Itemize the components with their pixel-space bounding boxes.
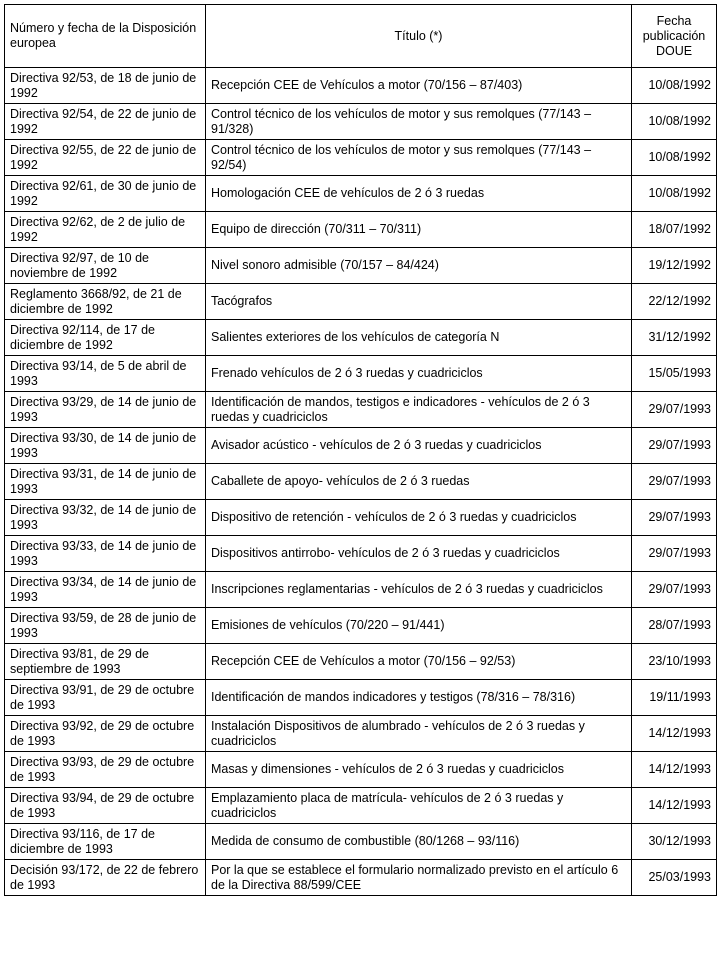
publication-date-cell: 14/12/1993 <box>632 788 717 824</box>
table-row <box>5 428 717 464</box>
title-cell: Nivel sonoro admisible (70/157 – 84/424) <box>206 248 632 284</box>
publication-date-cell: 29/07/1993 <box>632 536 717 572</box>
title-cell: Emplazamiento placa de matrícula- vehículos de 2 ó 3 ruedas y cuadriciclos <box>206 788 632 824</box>
table-row <box>5 68 717 104</box>
publication-date-cell: 28/07/1993 <box>632 608 717 644</box>
disposition-number-cell: Directiva 93/116, de 17 de diciembre de 1993 <box>5 824 206 860</box>
table-row <box>5 860 717 896</box>
disposition-number-cell: Directiva 93/34, de 14 de junio de 1993 <box>5 572 206 608</box>
table-row <box>5 536 717 572</box>
publication-date-cell: 23/10/1993 <box>632 644 717 680</box>
disposition-number-cell: Directiva 93/94, de 29 de octubre de 1993 <box>5 788 206 824</box>
title-cell: Avisador acústico - vehículos de 2 ó 3 ruedas y cuadriciclos <box>206 428 632 464</box>
title-cell: Tacógrafos <box>206 284 632 320</box>
publication-date-cell: 18/07/1992 <box>632 212 717 248</box>
title-cell: Frenado vehículos de 2 ó 3 ruedas y cuadriciclos <box>206 356 632 392</box>
header-publication-date: Fecha publicación DOUE <box>632 5 717 68</box>
disposition-number-cell: Directiva 93/81, de 29 de septiembre de 1993 <box>5 644 206 680</box>
table-row <box>5 176 717 212</box>
disposition-number-cell: Directiva 93/91, de 29 de octubre de 1993 <box>5 680 206 716</box>
table-row <box>5 212 717 248</box>
title-cell: Recepción CEE de Vehículos a motor (70/156 – 92/53) <box>206 644 632 680</box>
publication-date-cell: 14/12/1993 <box>632 752 717 788</box>
title-cell: Equipo de dirección (70/311 – 70/311) <box>206 212 632 248</box>
title-cell: Homologación CEE de vehículos de 2 ó 3 ruedas <box>206 176 632 212</box>
table-row <box>5 356 717 392</box>
table-row <box>5 140 717 176</box>
disposition-number-cell: Directiva 92/55, de 22 de junio de 1992 <box>5 140 206 176</box>
table-row <box>5 608 717 644</box>
title-cell: Identificación de mandos, testigos e indicadores - vehículos de 2 ó 3 ruedas y cuadriciclos <box>206 392 632 428</box>
table-row <box>5 680 717 716</box>
table-row <box>5 464 717 500</box>
table-row <box>5 788 717 824</box>
title-cell: Salientes exteriores de los vehículos de categoría N <box>206 320 632 356</box>
table-row <box>5 824 717 860</box>
publication-date-cell: 29/07/1993 <box>632 500 717 536</box>
title-cell: Instalación Dispositivos de alumbrado - vehículos de 2 ó 3 ruedas y cuadriciclos <box>206 716 632 752</box>
table-row <box>5 716 717 752</box>
disposition-number-cell: Directiva 93/31, de 14 de junio de 1993 <box>5 464 206 500</box>
disposition-number-cell: Directiva 93/32, de 14 de junio de 1993 <box>5 500 206 536</box>
disposition-number-cell: Directiva 93/33, de 14 de junio de 1993 <box>5 536 206 572</box>
table-header-row <box>5 5 717 68</box>
disposition-number-cell: Directiva 92/53, de 18 de junio de 1992 <box>5 68 206 104</box>
table-row <box>5 104 717 140</box>
title-cell: Dispositivo de retención - vehículos de 2 ó 3 ruedas y cuadriciclos <box>206 500 632 536</box>
publication-date-cell: 10/08/1992 <box>632 176 717 212</box>
disposition-number-cell: Decisión 93/172, de 22 de febrero de 1993 <box>5 860 206 896</box>
table-row <box>5 572 717 608</box>
disposition-number-cell: Reglamento 3668/92, de 21 de diciembre de 1992 <box>5 284 206 320</box>
disposition-number-cell: Directiva 92/61, de 30 de junio de 1992 <box>5 176 206 212</box>
table-row <box>5 392 717 428</box>
publication-date-cell: 25/03/1993 <box>632 860 717 896</box>
title-cell: Medida de consumo de combustible (80/1268 – 93/116) <box>206 824 632 860</box>
dispositions-table <box>4 4 717 896</box>
publication-date-cell: 29/07/1993 <box>632 428 717 464</box>
disposition-number-cell: Directiva 93/29, de 14 de junio de 1993 <box>5 392 206 428</box>
table-row <box>5 320 717 356</box>
publication-date-cell: 14/12/1993 <box>632 716 717 752</box>
publication-date-cell: 15/05/1993 <box>632 356 717 392</box>
publication-date-cell: 30/12/1993 <box>632 824 717 860</box>
header-number-date: Número y fecha de la Disposición europea <box>5 5 206 68</box>
publication-date-cell: 29/07/1993 <box>632 572 717 608</box>
table-row <box>5 644 717 680</box>
disposition-number-cell: Directiva 92/97, de 10 de noviembre de 1992 <box>5 248 206 284</box>
publication-date-cell: 29/07/1993 <box>632 392 717 428</box>
title-cell: Por la que se establece el formulario normalizado previsto en el artículo 6 de la Directiva 88/599/CEE <box>206 860 632 896</box>
table-row <box>5 500 717 536</box>
title-cell: Identificación de mandos indicadores y testigos (78/316 – 78/316) <box>206 680 632 716</box>
disposition-number-cell: Directiva 93/92, de 29 de octubre de 1993 <box>5 716 206 752</box>
disposition-number-cell: Directiva 93/93, de 29 de octubre de 1993 <box>5 752 206 788</box>
title-cell: Caballete de apoyo- vehículos de 2 ó 3 ruedas <box>206 464 632 500</box>
publication-date-cell: 10/08/1992 <box>632 68 717 104</box>
title-cell: Masas y dimensiones - vehículos de 2 ó 3 ruedas y cuadriciclos <box>206 752 632 788</box>
publication-date-cell: 19/11/1993 <box>632 680 717 716</box>
table-row <box>5 248 717 284</box>
title-cell: Inscripciones reglamentarias - vehículos de 2 ó 3 ruedas y cuadriciclos <box>206 572 632 608</box>
header-title: Título (*) <box>206 5 632 68</box>
publication-date-cell: 10/08/1992 <box>632 104 717 140</box>
disposition-number-cell: Directiva 92/62, de 2 de julio de 1992 <box>5 212 206 248</box>
title-cell: Dispositivos antirrobo- vehículos de 2 ó 3 ruedas y cuadriciclos <box>206 536 632 572</box>
table-row <box>5 284 717 320</box>
table-row <box>5 752 717 788</box>
publication-date-cell: 10/08/1992 <box>632 140 717 176</box>
disposition-number-cell: Directiva 92/114, de 17 de diciembre de 1992 <box>5 320 206 356</box>
title-cell: Control técnico de los vehículos de motor y sus remolques (77/143 – 91/328) <box>206 104 632 140</box>
publication-date-cell: 29/07/1993 <box>632 464 717 500</box>
publication-date-cell: 31/12/1992 <box>632 320 717 356</box>
disposition-number-cell: Directiva 93/59, de 28 de junio de 1993 <box>5 608 206 644</box>
disposition-number-cell: Directiva 93/14, de 5 de abril de 1993 <box>5 356 206 392</box>
title-cell: Recepción CEE de Vehículos a motor (70/156 – 87/403) <box>206 68 632 104</box>
publication-date-cell: 19/12/1992 <box>632 248 717 284</box>
publication-date-cell: 22/12/1992 <box>632 284 717 320</box>
title-cell: Control técnico de los vehículos de motor y sus remolques (77/143 – 92/54) <box>206 140 632 176</box>
disposition-number-cell: Directiva 92/54, de 22 de junio de 1992 <box>5 104 206 140</box>
disposition-number-cell: Directiva 93/30, de 14 de junio de 1993 <box>5 428 206 464</box>
title-cell: Emisiones de vehículos (70/220 – 91/441) <box>206 608 632 644</box>
